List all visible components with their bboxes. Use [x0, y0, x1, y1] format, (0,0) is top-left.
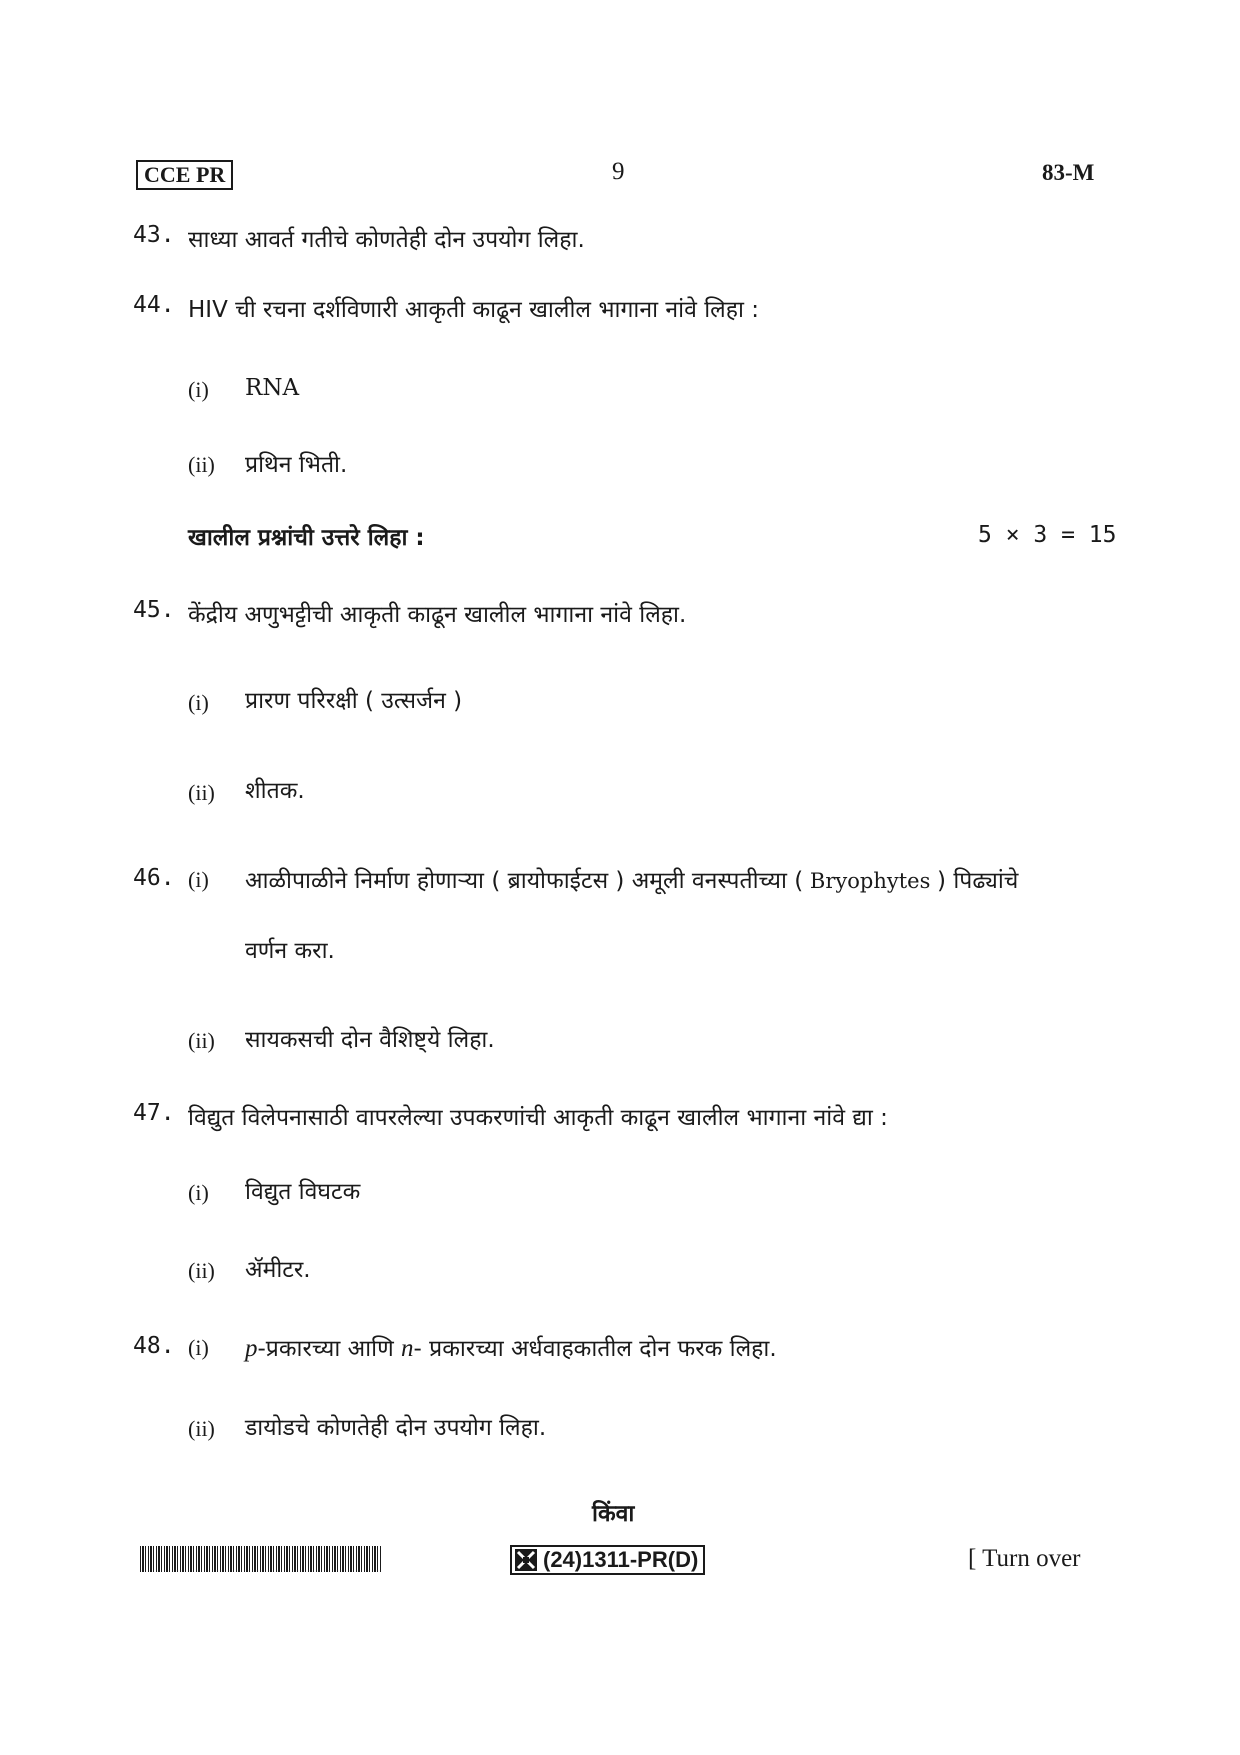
- or-separator: किंवा: [592, 1501, 635, 1527]
- question-47-part-i-label: (i): [188, 1180, 209, 1205]
- question-45-part-ii-text: शीतक.: [245, 778, 305, 804]
- question-46-part-ii-label: (ii): [188, 1028, 215, 1053]
- qr-symbol-icon: [515, 1549, 537, 1571]
- question-45-part-i-label: (i): [188, 690, 209, 715]
- question-44-number: 44.: [133, 292, 175, 318]
- series-label: CCE PR: [136, 160, 233, 190]
- question-44-text: HIV ची रचना दर्शविणारी आकृती काढून खालील भागाना नांवे लिहा :: [188, 297, 759, 323]
- question-46-part-i-text-a: आळीपाळीने निर्माण होणाऱ्या ( ब्रायोफाईटस ) अमूली वनस्पतीच्या (: [245, 868, 804, 894]
- section-marks: 5 × 3 = 15: [978, 522, 1117, 548]
- question-47-text: विद्युत विलेपनासाठी वापरलेल्या उपकरणांची आकृती काढून खालील भागाना नांवे द्या :: [188, 1105, 888, 1131]
- question-44-part-ii-label: (ii): [188, 452, 215, 477]
- question-45-part-i-text: प्रारण परिरक्षी ( उत्सर्जन ): [245, 688, 463, 714]
- question-47-number: 47.: [133, 1100, 175, 1126]
- question-43-number: 43.: [133, 222, 175, 248]
- turn-over-text: [ Turn over: [968, 1545, 1081, 1572]
- section-instruction: खालील प्रश्नांची उत्तरे लिहा :: [188, 525, 425, 551]
- question-44-part-ii-text: प्रथिन भिती.: [245, 452, 348, 478]
- question-46-part-i-line1: [245, 863, 1018, 895]
- footer-code: (24)1311-PR(D): [543, 1547, 699, 1572]
- question-48-p-symbol: p: [245, 1335, 258, 1362]
- question-45-part-ii-label: (ii): [188, 780, 215, 805]
- question-46-part-i-latin: Bryophytes: [803, 869, 938, 893]
- question-48-part-i-text-b: - प्रकारच्या अर्धवाहकातील दोन फरक लिहा.: [413, 1336, 777, 1362]
- question-47-part-ii-text: ॲमीटर.: [245, 1257, 311, 1283]
- question-48-part-ii-label: (ii): [188, 1416, 215, 1441]
- question-45-text: केंद्रीय अणुभट्टीची आकृती काढून खालील भागाना नांवे लिहा.: [188, 602, 687, 628]
- question-47-part-ii-label: (ii): [188, 1258, 215, 1283]
- question-44-part-i-label: (i): [188, 377, 209, 402]
- question-48-part-i-text-a: -प्रकारच्या आणि: [257, 1336, 402, 1362]
- question-47-part-i-text: विद्युत विघटक: [245, 1179, 361, 1205]
- question-48-number: 48.: [133, 1333, 175, 1359]
- question-46-part-ii-text: सायकसची दोन वैशिष्ट्ये लिहा.: [245, 1027, 495, 1053]
- question-43-text: साध्या आवर्त गतीचे कोणतेही दोन उपयोग लिहा.: [188, 227, 585, 253]
- paper-code: 83-M: [1042, 160, 1095, 185]
- footer-code-box: [510, 1545, 705, 1575]
- question-45-number: 45.: [133, 597, 175, 623]
- barcode-image: [140, 1546, 382, 1572]
- question-46-part-i-line2: वर्णन करा.: [245, 938, 335, 964]
- question-48-n-symbol: n: [401, 1335, 414, 1362]
- question-48-part-i-text: [245, 1331, 777, 1363]
- question-46-part-i-text-b: ) पिढ्यांचे: [937, 868, 1019, 894]
- question-46-number: 46.: [133, 865, 175, 891]
- question-44-part-i-text: RNA: [245, 375, 300, 401]
- question-48-part-ii-text: डायोडचे कोणतेही दोन उपयोग लिहा.: [245, 1415, 547, 1441]
- question-46-part-i-label: (i): [188, 867, 209, 892]
- page-number: 9: [612, 158, 625, 185]
- question-48-part-i-label: (i): [188, 1335, 209, 1360]
